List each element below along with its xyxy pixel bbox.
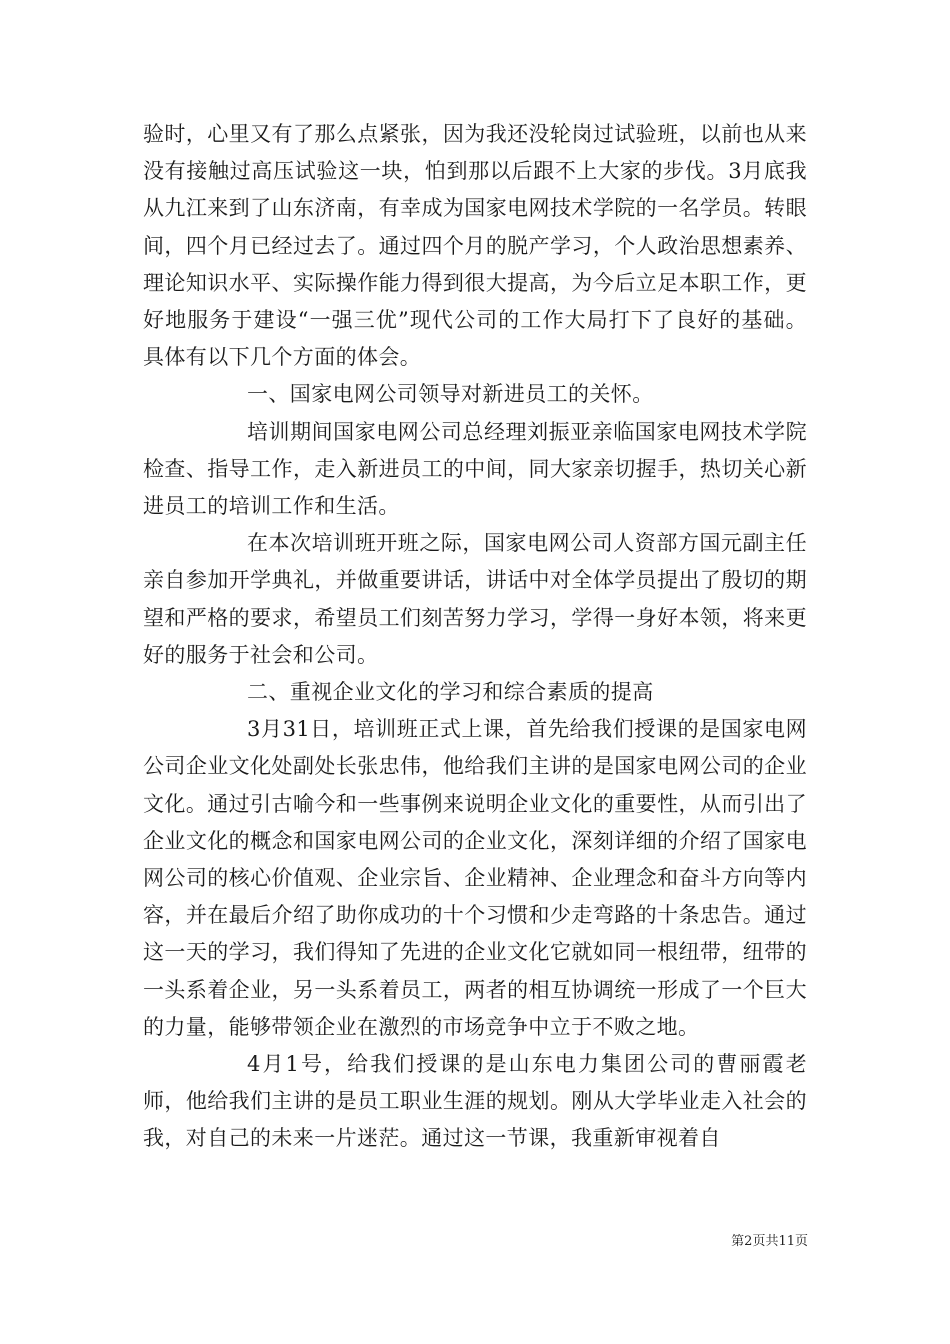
- section-heading-2: 二、重视企业文化的学习和综合素质的提高: [247, 680, 654, 705]
- paragraph: 4月1号，给我们授课的是山东电力集团公司的曹丽霞老师，他给我们主讲的是员工职业生涯的规划。刚从大学毕业走入社会的我，对自己的未来一片迷茫。通过这一节课，我重新审视着自: [143, 1052, 807, 1151]
- paragraph: 3月31日，培训班正式上课，首先给我们授课的是国家电网公司企业文化处副处长张忠伟，他给我们主讲的是国家电网公司的企业文化。通过引古喻今和一些事例来说明企业文化的重要性，从而引出了企业文化的概念和国家电网公司的企业文化，深刻详细的介绍了国家电网公司的核心价值观、企业宗旨、企业精神、企业理念和奋斗方向等内容，并在最后介绍了助你成功的十个习惯和少走弯路的十条忠告。通过这一天的学习，我们得知了先进的企业文化它就如同一根纽带，纽带的一头系着企业，另一头系着员工，两者的相互协调统一形成了一个巨大的力量，能够带领企业在激烈的市场竞争中立于不败之地。: [143, 717, 807, 1039]
- paragraph: 在本次培训班开班之际，国家电网公司人资部方国元副主任亲自参加开学典礼，并做重要讲话，讲话中对全体学员提出了殷切的期望和严格的要求，希望员工们刻苦努力学习，学得一身好本领，将来更好的服务于社会和公司。: [143, 531, 807, 667]
- paragraph-continuation: 验时，心里又有了那么点紧张，因为我还没轮岗过试验班，以前也从来没有接触过高压试验这一块，怕到那以后跟不上大家的步伐。3月底我从九江来到了山东济南，有幸成为国家电网技术学院的一名学员。转眼间，四个月已经过去了。通过四个月的脱产学习，个人政治思想素养、理论知识水平、实际操作能力得到很大提高，为今后立足本职工作，更好地服务于建设“一强三优”现代公司的工作大局打下了良好的基础。具体有以下几个方面的体会。: [143, 122, 807, 370]
- paragraph: 培训期间国家电网公司总经理刘振亚亲临国家电网技术学院检查、指导工作，走入新进员工的中间，同大家亲切握手，热切关心新进员工的培训工作和生活。: [143, 419, 807, 519]
- page-number-footer: 第2页共11页: [731, 1234, 808, 1249]
- section-heading-1: 一、国家电网公司领导对新进员工的关怀。: [247, 382, 654, 407]
- document-body: [143, 116, 807, 1158]
